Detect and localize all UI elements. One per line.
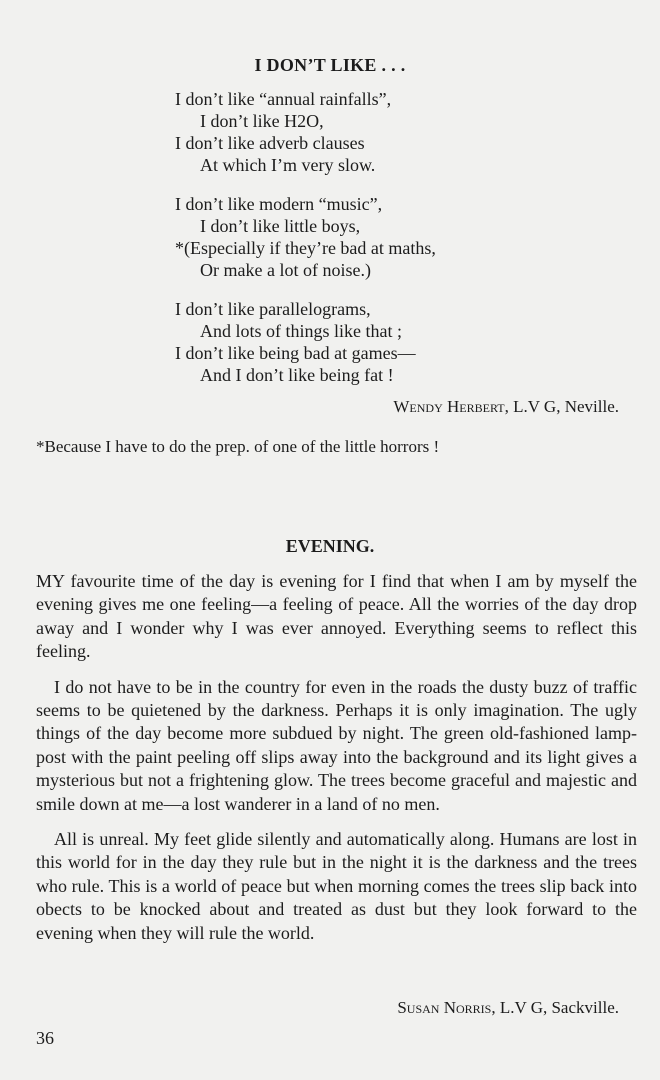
poem-stanza [175,298,436,386]
poem-stanza [175,193,436,281]
essay-title: EVENING. [285,536,375,556]
poem-line: I don’t like adverb clauses [175,133,365,153]
poem-stanza [175,88,436,176]
essay-attribution [397,998,619,1018]
essay-paragraph: I do not have to be in the country for even in the roads the dusty buzz of traffic seems to be quietened by the darkness. Perhaps it is only imagination. The ugly things of the day become more subdued by night. The green old-fashioned lamp-post with the paint peeling off slips away into the background and its light gives a mysterious but not a frightening glow. The trees become graceful and majestic and smile down at me—a lost wanderer in a land of no men. [36,676,637,814]
poem-line: I don’t like little boys, [200,216,361,236]
poem-body [175,88,436,403]
poem-line: And lots of things like that ; [200,321,402,341]
poem-footnote: *Because I have to do the prep. of one of the little horrors ! [36,437,440,456]
poem-line: I don’t like H2O, [200,111,324,131]
poem-author: Wendy Herbert [393,397,505,416]
poem-line: I don’t like modern “music”, [175,194,383,214]
poem-line: And I don’t like being fat ! [200,365,394,385]
essay-author: Susan Norris [397,998,492,1017]
poem-title: I DON’T LIKE . . . [254,55,406,75]
poem-line: I don’t like “annual rainfalls”, [175,89,392,109]
poem-line: Or make a lot of noise.) [200,260,371,280]
essay-body [36,570,637,957]
essay-paragraph: MY favourite time of the day is evening for I find that when I am by myself the evening gives me one feeling—a feeling of peace. All the worries of the day drop away and I wonder why I was ever annoyed. Everything seems to reflect this feeling. [36,571,637,662]
poem-line: *(Especially if they’re bad at maths, [175,238,436,258]
poem-line: I don’t like being bad at games— [175,343,416,363]
poem-attribution [393,397,619,417]
poem-line: At which I’m very slow. [200,155,376,175]
essay-paragraph: All is unreal. My feet glide silently and automatically along. Humans are lost in this world for in the day they rule but in the night it is the darkness and the trees who rule. This is a world of peace but when morning comes the trees slip back into obects to be knocked about and treated as dust but they look forward to the evening when they will rule the world. [36,829,637,943]
page-number: 36 [36,1028,54,1048]
poem-author-suffix: , L.V G, Neville. [504,397,619,416]
poem-line: I don’t like parallelograms, [175,299,371,319]
essay-author-suffix: , L.V G, Sackville. [491,998,619,1017]
